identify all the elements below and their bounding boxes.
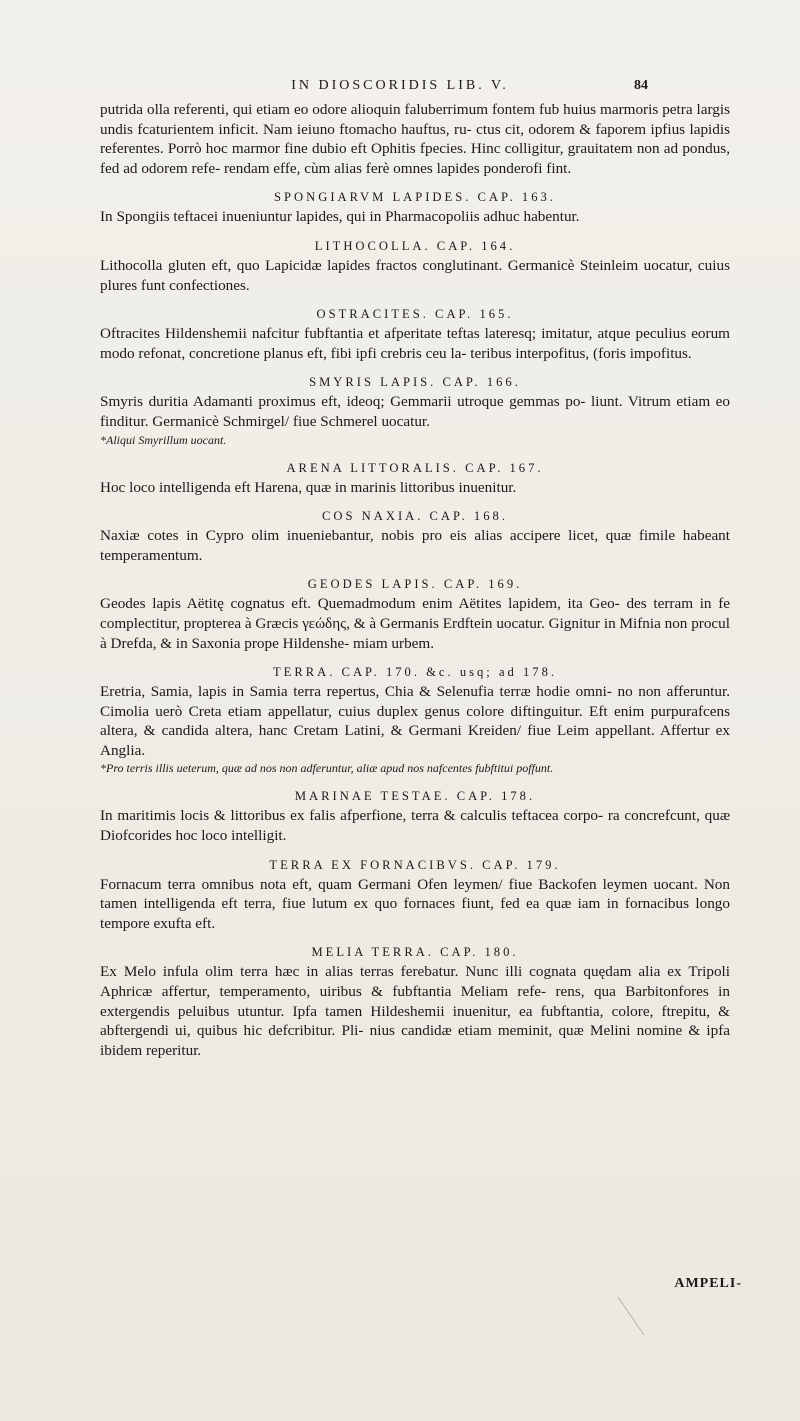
catchword: AMPELI- — [674, 1276, 742, 1291]
section-heading: MARINAE TESTAE. CAP. 178. — [294, 789, 536, 804]
section-text: Geodes lapis Aëtitę cognatus eft. Quemadmodum enim Aëtites lapidem, ita Geo- des terram in fe complectitur, propterea à Græcis γεώδης, & à Germanis Erdftein uocatur. Gignitur in Mifnia non procul à Drefda, & in Saxonia prope Hildenshe- miam urbem. — [100, 595, 730, 652]
section-ostracites — [100, 306, 730, 363]
section-heading: SPONGIARVM LAPIDES. CAP. 163. — [274, 190, 556, 205]
section-melia — [100, 944, 730, 1060]
running-head — [0, 78, 800, 94]
section-terra-fornacibus — [100, 857, 730, 934]
section-text: Smyris duritia Adamanti proximus eft, ideoq; Gemmarii utroque gemmas po- liunt. Vitrum etiam eo finditur. Germanicè Schmirgel/ fiue Schmerel uocatur. — [100, 393, 730, 430]
section-text: Eretria, Samia, lapis in Samia terra repertus, Chia & Selenufia terræ hodie omni- no non afferuntur. Cimolia uerò Creta etiam appellatur, cuius duplex genus colore diftinguitur. Eft enim purpurafcens altera, & candida altera, hanc Cretam Latini, & Germani Kreiden/ fiue Leim appellant. Affertur ex Anglia. — [100, 683, 730, 759]
section-text: In maritimis locis & littoribus ex falis afperfione, terra & calculis teftacea corpo- ra concrefcunt, quæ Diofcorides hoc loco intelligit. — [100, 807, 730, 845]
page-content — [100, 100, 730, 1060]
section-heading: TERRA EX FORNACIBVS. CAP. 179. — [269, 857, 561, 872]
section-geodes — [100, 576, 730, 653]
section-heading: SMYRIS LAPIS. CAP. 166. — [309, 375, 521, 390]
section-terra — [100, 664, 730, 777]
section-lithocolla — [100, 238, 730, 295]
section-text: Oftracites Hildenshemii nafcitur fubftantia et afperitate teftas lateresq; imitatur, atque peculius eorum modo refonat, concretione planus eft, fibi ipfi crebris ceu la- teribus interpofitus, (foris impofitus. — [100, 325, 730, 362]
page-number: 84 — [634, 78, 648, 93]
section-spongiarum — [100, 189, 730, 227]
section-text: Fornacum terra omnibus nota eft, quam Germani Ofen leymen/ fiue Backofen leymen uocant. Non tamen intelligenda eft terra, fiue lutum ex quo fornaces fiunt, fed ea quæ iam in fornacibus longo tempore exufta eft. — [100, 875, 730, 932]
section-heading: LITHOCOLLA. CAP. 164. — [314, 238, 516, 253]
section-note: *Pro terris illis ueterum, quæ ad nos non adferuntur, aliæ apud nos nafcentes fubftitui poffunt. — [100, 761, 554, 776]
pencil-mark — [616, 1295, 656, 1355]
running-head-title: IN DIOSCORIDIS LIB. V. — [291, 78, 509, 93]
section-arena — [100, 460, 730, 498]
section-smyris — [100, 374, 730, 448]
section-text: Hoc loco intelligenda eft Harena, quæ in marinis littoribus inuenitur. — [100, 478, 517, 496]
section-text: Lithocolla gluten eft, quo Lapicidæ lapides fractos conglutinant. Germanicè Steinleim uocatur, cuius plures funt confectiones. — [100, 256, 730, 294]
section-heading: TERRA. CAP. 170. &c. usq; ad 178. — [272, 665, 558, 680]
section-marinae-testae — [100, 788, 730, 845]
section-heading: GEODES LAPIS. CAP. 169. — [307, 577, 523, 592]
section-heading: MELIA TERRA. CAP. 180. — [311, 945, 519, 960]
section-cos-naxia — [100, 508, 730, 565]
section-heading: ARENA LITTORALIS. CAP. 167. — [286, 460, 544, 475]
intro-paragraph: putrida olla referenti, qui etiam eo odore alioquin faluberrimum fontem fub huius marmoris petra largis undis fcaturientem inficit. Nam ieiuno ftomacho hauftus, ru- ctus cit, odorem & faporem ipfius lapidis referentes. Porrò hoc marmor fine dubio eft Ophitis fpecies. Hinc colligitur, grauitatem non ad pondus, fed ad odorem refe- rendam effe, cùm alias ferè omnes lapides ponderofi fint. — [100, 101, 730, 177]
section-heading: OSTRACITES. CAP. 165. — [316, 307, 514, 322]
section-text: Ex Melo infula olim terra hæc in alias terras ferebatur. Nunc illi cognata quędam alia ex Tripoli Aphricæ affertur, temperamento, uiribus & fubftantia Meliam refe- rens, qua Barbitonfores in extergendis peluibus utuntur. Ipfa tamen Hildeshemii inuenitur, ea fubftantia, colore, ftrepitu, & abftergendi ui, quibus hic defcribitur. Pli- nius candidæ etiam meminit, quæ Melini nomine & ipfa ibidem reperitur. — [100, 963, 730, 1059]
section-heading: COS NAXIA. CAP. 168. — [322, 509, 508, 524]
section-note: *Aliqui Smyrillum uocant. — [100, 432, 227, 447]
section-text: Naxiæ cotes in Cypro olim inueniebantur, nobis pro eis alias accipere licet, quæ fimile habeant temperamentum. — [100, 527, 730, 564]
section-text: In Spongiis teftacei inueniuntur lapides, qui in Pharmacopoliis adhuc habentur. — [100, 208, 580, 226]
